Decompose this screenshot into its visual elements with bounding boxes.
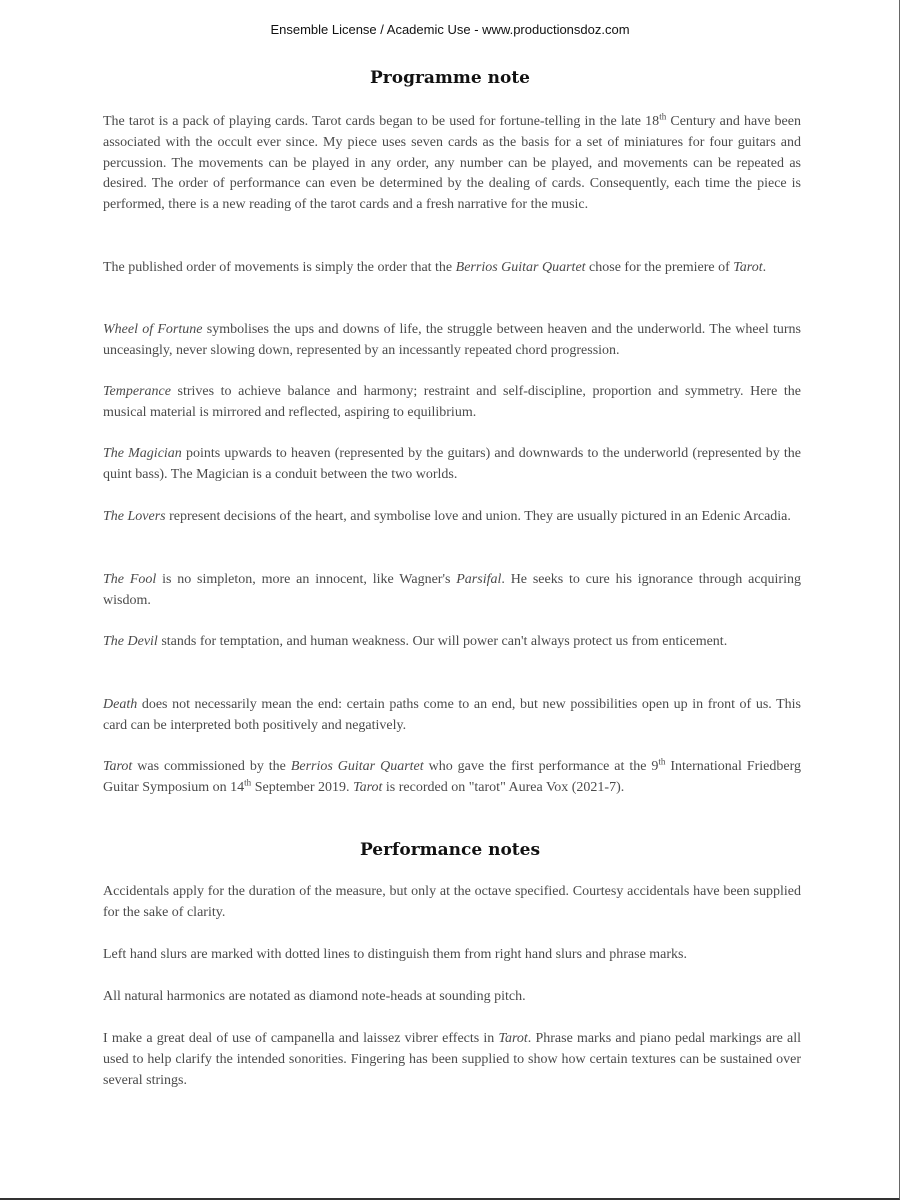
programme-paragraph-temperance: Temperance strives to achieve balance and harmony; restraint and self-discipline, proportion and symmetry. Here the musical material is mirrored and reflected, aspiring to equilibrium. bbox=[103, 384, 801, 420]
programme-note-heading: Programme note bbox=[369, 68, 530, 88]
performance-notes-heading: Performance notes bbox=[359, 840, 541, 860]
programme-paragraph-commission: Tarot was commissioned by the Berrios Guitar Quartet who gave the first performance at the 9th International Friedberg Guitar Symposium on 14th September 2019. Tarot is recorded on "tarot" Aurea Vox (2021-7). bbox=[103, 756, 802, 795]
programme-paragraph-magician: The Magician points upwards to heaven (represented by the guitars) and downwards to the underworld (represented by the quint bass). The Magician is a conduit between the two worlds. bbox=[103, 446, 801, 482]
programme-paragraph-order: The published order of movements is simply the order that the Berrios Guitar Quartet chose for the premiere of Tarot. bbox=[103, 260, 767, 275]
programme-paragraph-fool: The Fool is no simpleton, more an innocent, like Wagner's Parsifal. He seeks to cure his ignorance through acquiring wisdom. bbox=[103, 572, 801, 608]
programme-paragraph-devil: The Devil stands for temptation, and human weakness. Our will power can't always protect us from enticement. bbox=[103, 634, 728, 649]
performance-paragraph-slurs: Left hand slurs are marked with dotted lines to distinguish them from right hand slurs and phrase marks. bbox=[103, 947, 687, 962]
performance-paragraph-accidentals: Accidentals apply for the duration of the measure, but only at the octave specified. Courtesy accidentals have been supplied for the sake of clarity. bbox=[103, 884, 801, 920]
performance-paragraph-campanella: I make a great deal of use of campanella and laissez vibrer effects in Tarot. Phrase marks and piano pedal markings are all used to help clarify the intended sonorities. Fingering has been supplied to show how certain textures can be sustained over several strings. bbox=[103, 1031, 801, 1088]
programme-paragraph-wheel-of-fortune: Wheel of Fortune symbolises the ups and downs of life, the struggle between heaven and the underworld. The wheel turns unceasingly, never slowing down, represented by an incessantly repeated chord progression. bbox=[103, 322, 801, 358]
license-header: Ensemble License / Academic Use - www.productionsdoz.com bbox=[270, 22, 630, 37]
programme-paragraph-death: Death does not necessarily mean the end: certain paths come to an end, but new possibilities open up in front of us. This card can be interpreted both positively and negatively. bbox=[103, 697, 801, 733]
programme-paragraph-lovers: The Lovers represent decisions of the heart, and symbolise love and union. They are usually pictured in an Edenic Arcadia. bbox=[103, 509, 791, 524]
programme-paragraph-intro: The tarot is a pack of playing cards. Tarot cards began to be used for fortune-telling in the late 18th Century and have been associated with the occult ever since. My piece uses seven cards as the basis for a set of miniatures for four guitars and percussion. The movements can be played in any order, any number can be played, and movements can be repeated as desired. The order of performance can even be determined by the dealing of cards. Consequently, each time the piece is performed, there is a new reading of the tarot cards and a fresh narrative for the music. bbox=[103, 111, 801, 213]
performance-paragraph-harmonics: All natural harmonics are notated as diamond note-heads at sounding pitch. bbox=[103, 989, 526, 1004]
